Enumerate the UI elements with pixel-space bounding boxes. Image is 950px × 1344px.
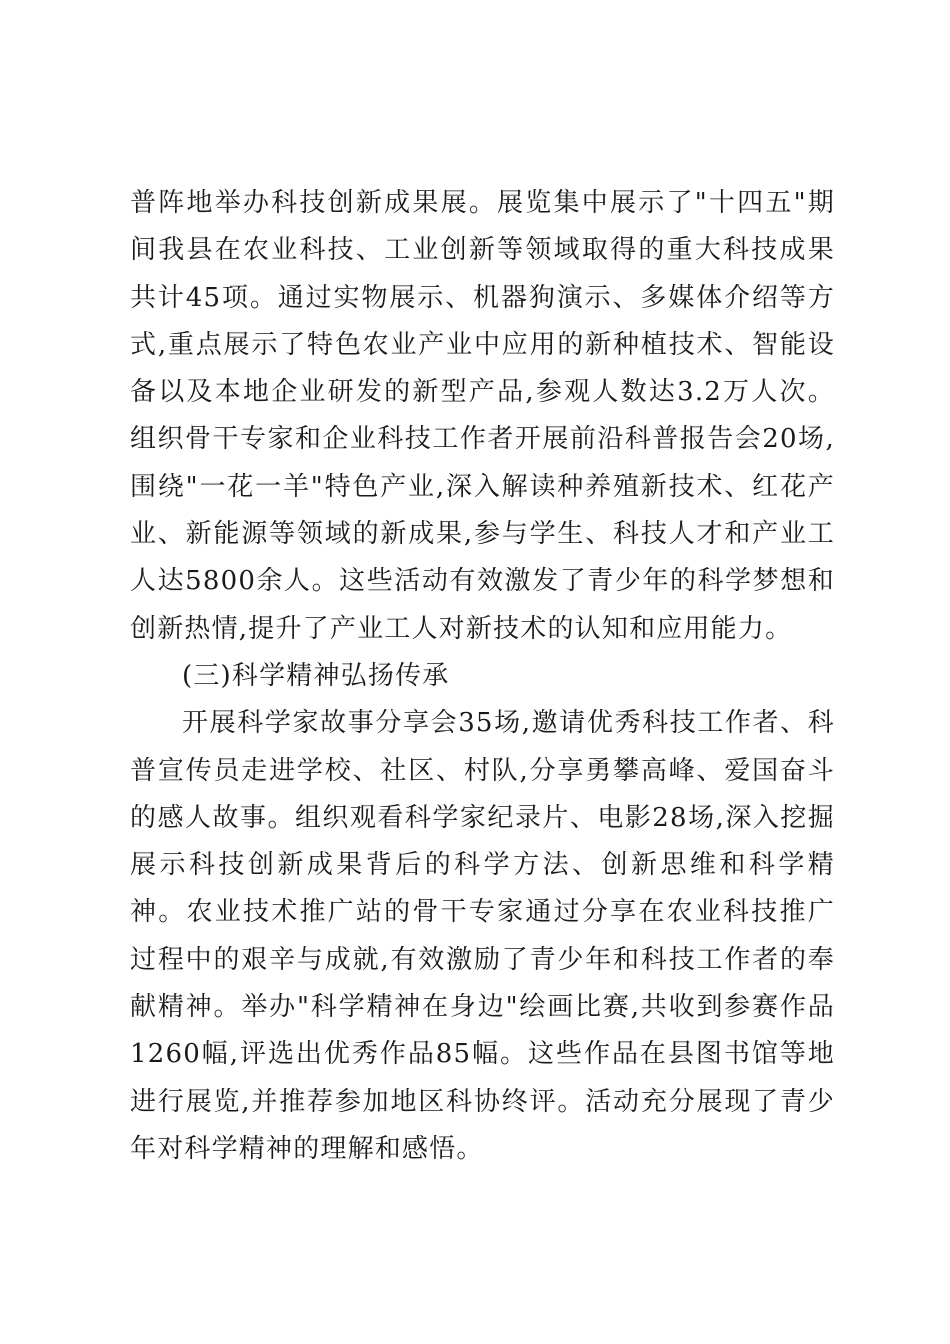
paragraph-science-spirit: 开展科学家故事分享会35场,邀请优秀科技工作者、科普宣传员走进学校、社区、村队,分享勇攀高峰、爱国奋斗的感人故事。组织观看科学家纪录片、电影28场,深入挖掘展示科技创新成果背后的科学方法、创新思维和科学精神。农业技术推广站的骨干专家通过分享在农业科技推广过程中的艰辛与成就,有效激励了青少年和科技工作者的奉献精神。举办"科学精神在身边"绘画比赛,共收到参赛作品1260幅,评选出优秀作品85幅。这些作品在县图书馆等地进行展览,并推荐参加地区科协终评。活动充分展现了青少年对科学精神的理解和感悟。 <box>130 708 835 1164</box>
paragraph-science-achievements: 普阵地举办科技创新成果展。展览集中展示了"十四五"期间我县在农业科技、工业创新等领域取得的重大科技成果共计45项。通过实物展示、机器狗演示、多媒体介绍等方式,重点展示了特色农业产业中应用的新种植技术、智能设备以及本地企业研发的新型产品,参观人数达3.2万人次。组织骨干专家和企业科技工作者开展前沿科普报告会20场,围绕"一花一羊"特色产业,深入解读种养殖新技术、红花产业、新能源等领域的新成果,参与学生、科技人才和产业工人达5800余人。这些活动有效激发了青少年的科学梦想和创新热情,提升了产业工人对新技术的认知和应用能力。 <box>130 188 835 644</box>
document-body <box>130 180 835 1173</box>
section-heading-science-spirit: (三)科学精神弘扬传承 <box>182 660 450 691</box>
